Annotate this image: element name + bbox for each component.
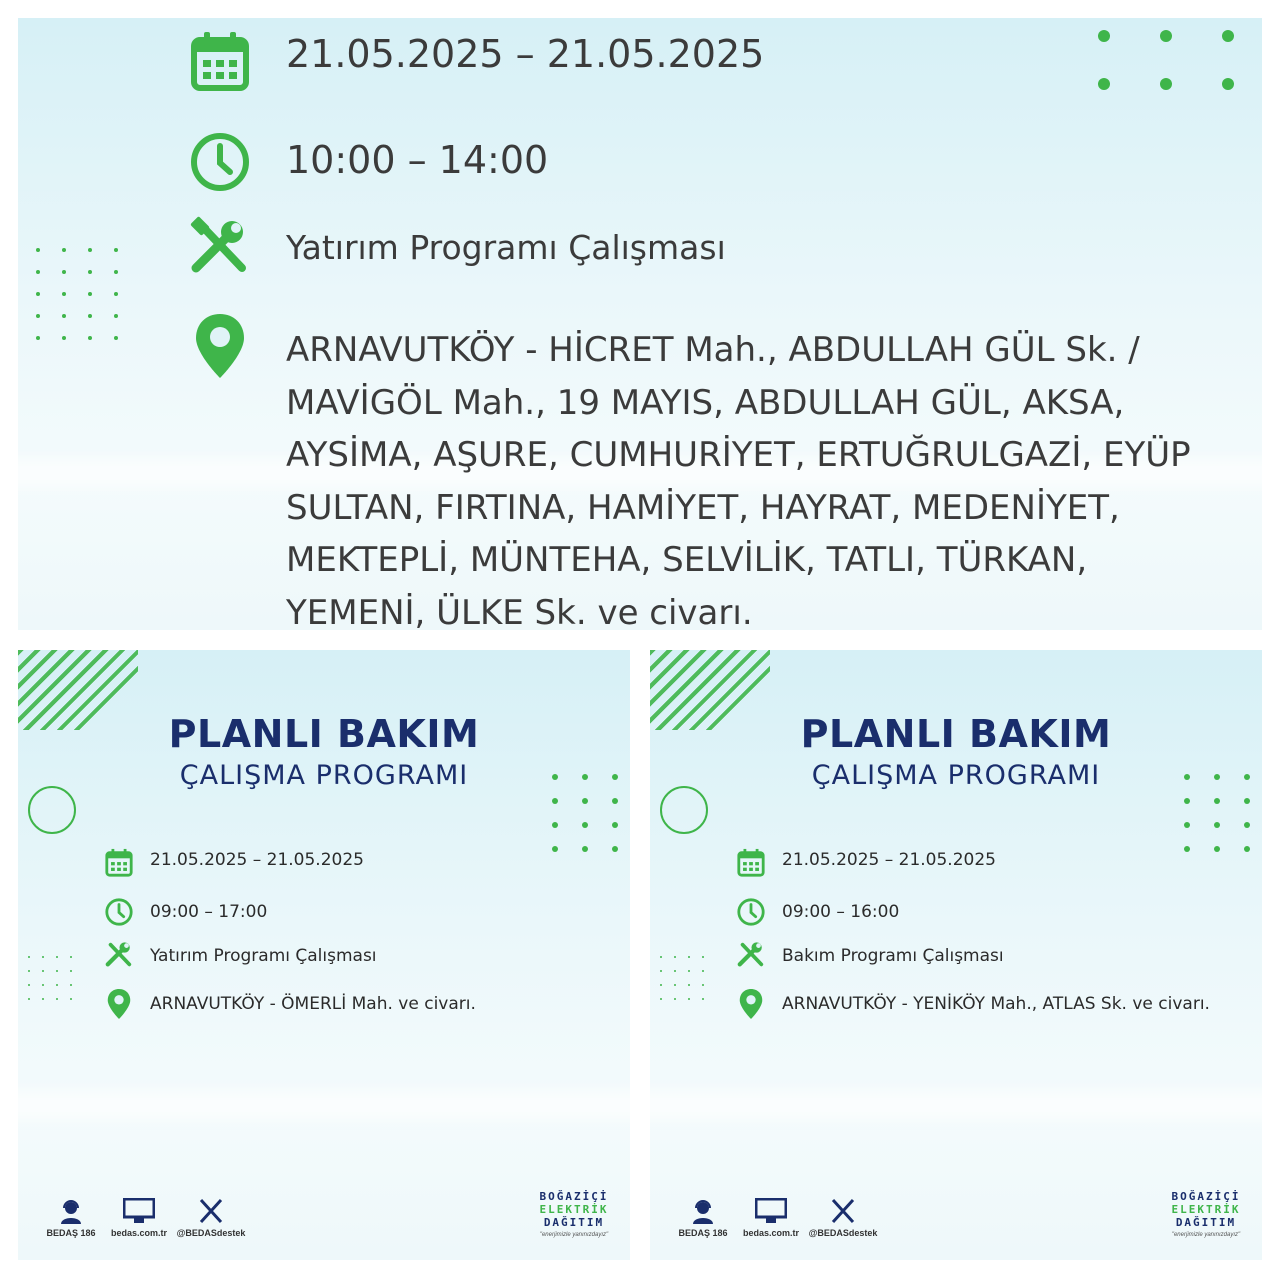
location-line: MEKTEPLİ, MÜNTEHA, SELVİLİK, TATLI, TÜRKAN,: [286, 540, 1088, 580]
footer-social-label: @BEDASdestek: [176, 1228, 246, 1238]
decorative-dots-right: [1184, 774, 1250, 852]
location-line: AYSİMA, AŞURE, CUMHURİYET, ERTUĞRULGAZİ, EYÜP: [286, 435, 1191, 475]
footer-web-label: bedas.com.tr: [110, 1228, 168, 1238]
location-text: [286, 324, 1191, 630]
decorative-dots-right: [552, 774, 618, 852]
location-line: YEMENİ, ÜLKE Sk. ve civarı.: [286, 592, 753, 630]
calendar-icon: [736, 848, 766, 878]
date-range: 21.05.2025 – 21.05.2025: [150, 850, 364, 870]
support-agent-icon: [58, 1198, 84, 1224]
location-text: ARNAVUTKÖY - YENİKÖY Mah., ATLAS Sk. ve civarı.: [782, 994, 1210, 1014]
card-title: PLANLI BAKIM: [168, 712, 480, 756]
decorative-dots-left: [28, 956, 72, 1000]
top-announcement-panel: [18, 18, 1262, 630]
location-line: SULTAN, FIRTINA, HAMİYET, HAYRAT, MEDENİYET,: [286, 487, 1120, 528]
decorative-circle: [660, 786, 708, 834]
card-subtitle: ÇALIŞMA PROGRAMI: [179, 760, 469, 791]
footer-phone: [668, 1198, 738, 1238]
maintenance-card-2: [650, 650, 1262, 1260]
calendar-icon: [188, 30, 252, 94]
maintenance-card-1: [18, 650, 630, 1260]
x-logo-icon: [830, 1198, 856, 1224]
logo-line2: ELEKTRİK: [539, 1203, 609, 1216]
tools-icon: [104, 940, 134, 970]
clock-icon: [736, 897, 766, 927]
footer-phone-label: BEDAŞ 186: [46, 1228, 96, 1238]
company-logo: [534, 1190, 614, 1242]
footer-social: [808, 1198, 878, 1238]
location-pin-icon: [736, 986, 766, 1022]
calendar-icon: [104, 848, 134, 878]
card-title: PLANLI BAKIM: [800, 712, 1112, 756]
location-line: ARNAVUTKÖY - HİCRET Mah., ABDULLAH GÜL Sk. /: [286, 330, 1140, 370]
logo-line3: DAĞITIM: [543, 1216, 605, 1229]
work-type: Bakım Programı Çalışması: [782, 946, 1004, 966]
light-streak: [650, 1090, 1262, 1120]
logo-tagline: "enerjimizle yanınızdayız": [539, 1232, 609, 1238]
company-logo: [1166, 1190, 1246, 1242]
work-type: Yatırım Programı Çalışması: [150, 946, 377, 966]
footer-social-label: @BEDASdestek: [808, 1228, 878, 1238]
time-range: 09:00 – 16:00: [782, 902, 900, 922]
logo-line3: DAĞITIM: [1175, 1216, 1237, 1229]
logo-line2: ELEKTRİK: [1171, 1203, 1241, 1216]
tools-icon: [736, 940, 766, 970]
clock-icon: [104, 897, 134, 927]
time-range: 09:00 – 17:00: [150, 902, 268, 922]
date-range: 21.05.2025 – 21.05.2025: [286, 32, 765, 76]
location-pin-icon: [104, 986, 134, 1022]
work-type: Yatırım Programı Çalışması: [286, 228, 726, 267]
location-pin-icon: [188, 310, 252, 382]
monitor-icon: [755, 1198, 787, 1224]
support-agent-icon: [690, 1198, 716, 1224]
tools-icon: [188, 216, 252, 280]
clock-icon: [188, 130, 252, 194]
x-logo-icon: [198, 1198, 224, 1224]
date-range: 21.05.2025 – 21.05.2025: [782, 850, 996, 870]
logo-tagline: "enerjimizle yanınızdayız": [1171, 1232, 1241, 1238]
location-text: ARNAVUTKÖY - ÖMERLİ Mah. ve civarı.: [150, 994, 476, 1014]
decorative-dots-top-right: [1098, 30, 1234, 90]
footer-phone-label: BEDAŞ 186: [678, 1228, 728, 1238]
location-line: MAVİGÖL Mah., 19 MAYIS, ABDULLAH GÜL, AKSA,: [286, 382, 1125, 423]
decorative-dots-left: [660, 956, 704, 1000]
footer-web: [736, 1198, 806, 1238]
footer-phone: [36, 1198, 106, 1238]
footer-web-label: bedas.com.tr: [742, 1228, 800, 1238]
footer-social: [176, 1198, 246, 1238]
logo-line1: BOĞAZİÇİ: [1171, 1190, 1241, 1203]
light-streak: [18, 1090, 630, 1120]
footer-web: [104, 1198, 174, 1238]
monitor-icon: [123, 1198, 155, 1224]
decorative-circle: [28, 786, 76, 834]
logo-line1: BOĞAZİÇİ: [539, 1190, 609, 1203]
decorative-dots-left: [36, 248, 118, 340]
time-range: 10:00 – 14:00: [286, 138, 549, 182]
card-subtitle: ÇALIŞMA PROGRAMI: [811, 760, 1101, 791]
